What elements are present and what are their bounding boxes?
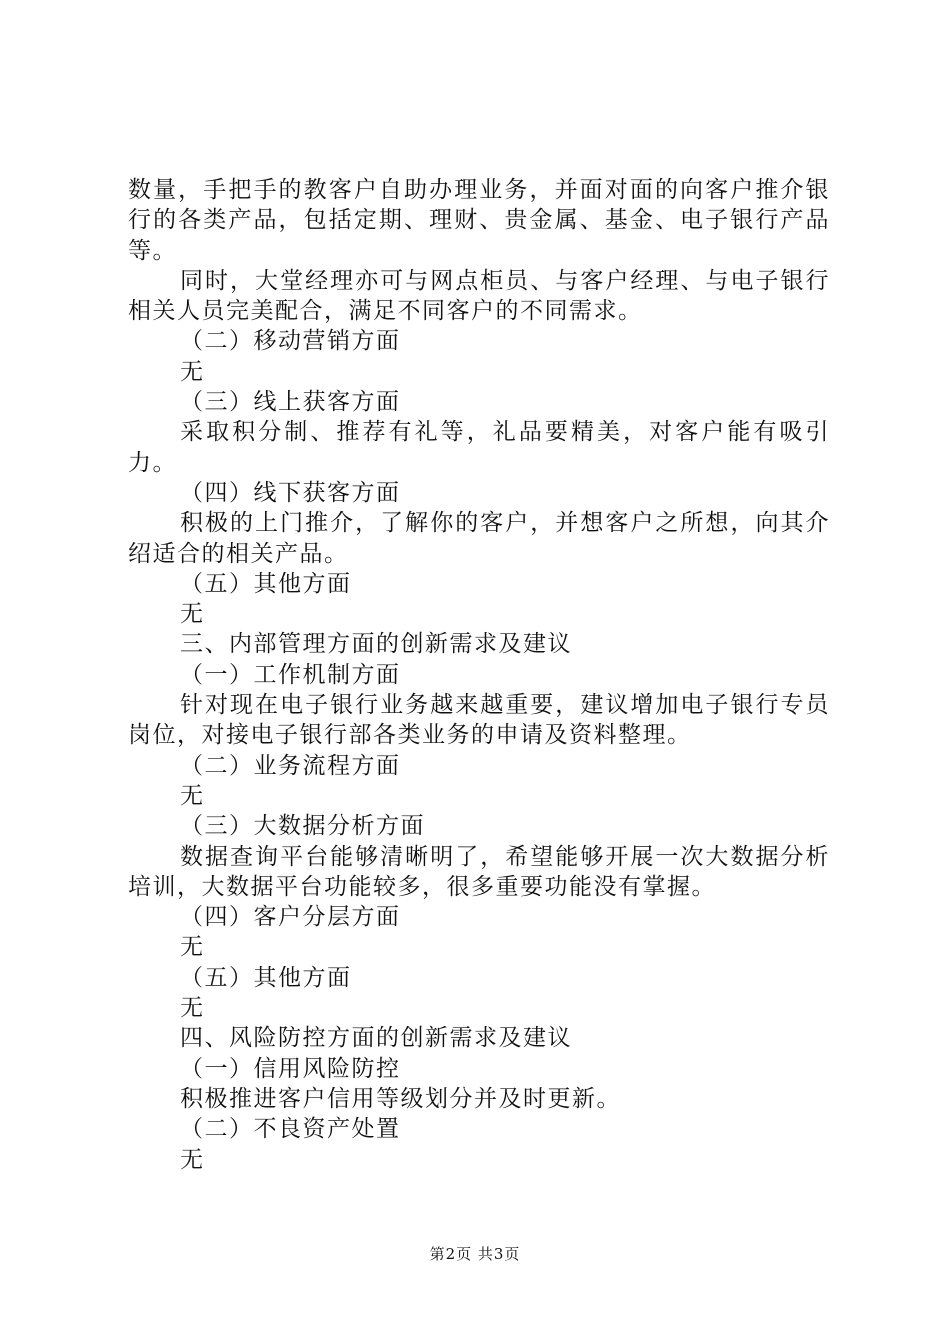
paragraph: 无 — [180, 601, 205, 628]
paragraph: 无 — [180, 358, 205, 385]
paragraph: 积极推进客户信用等级划分并及时更新。 — [180, 1085, 621, 1112]
paragraph: 无 — [180, 995, 205, 1022]
paragraph: 针对现在电子银行业务越来越重要，建议增加电子银行专员岗位，对接电子银行部各类业务的申请及资料整理。 — [128, 692, 830, 749]
chapter-heading: 三、内部管理方面的创新需求及建议 — [180, 631, 572, 658]
paragraph: 同时，大堂经理亦可与网点柜员、与客户经理、与电子银行相关人员完美配合，满足不同客户的不同需求。 — [128, 267, 830, 325]
section-heading: （四）客户分层方面 — [180, 904, 401, 931]
section-heading: （四）线下获客方面 — [180, 479, 401, 506]
paragraph: 积极的上门推介，了解你的客户，并想客户之所想，向其介绍适合的相关产品。 — [128, 510, 830, 567]
section-heading: （二）移动营销方面 — [180, 328, 401, 355]
section-heading: （五）其他方面 — [180, 964, 352, 991]
document-body — [128, 175, 830, 1175]
section-heading: （三）线上获客方面 — [180, 389, 401, 416]
page-footer: 第2页 共3页 — [429, 1245, 521, 1263]
section-heading: （一）信用风险防控 — [180, 1055, 401, 1082]
paragraph: 数量，手把手的教客户自助办理业务，并面对面的向客户推介银行的各类产品，包括定期、理财、贵金属、基金、电子银行产品等。 — [128, 177, 830, 264]
paragraph: 无 — [180, 934, 205, 961]
section-heading: （一）工作机制方面 — [180, 661, 401, 688]
section-heading: （三）大数据分析方面 — [180, 813, 425, 840]
section-heading: （二）不良资产处置 — [180, 1116, 401, 1143]
paragraph: 无 — [180, 782, 205, 809]
section-heading: （五）其他方面 — [180, 570, 352, 597]
paragraph: 无 — [180, 1146, 205, 1173]
section-heading: （二）业务流程方面 — [180, 752, 401, 779]
chapter-heading: 四、风险防控方面的创新需求及建议 — [180, 1025, 572, 1052]
paragraph: 采取积分制、推荐有礼等，礼品要精美，对客户能有吸引力。 — [128, 419, 830, 476]
paragraph: 数据查询平台能够清晰明了，希望能够开展一次大数据分析培训，大数据平台功能较多，很多重要功能没有掌握。 — [128, 843, 830, 900]
